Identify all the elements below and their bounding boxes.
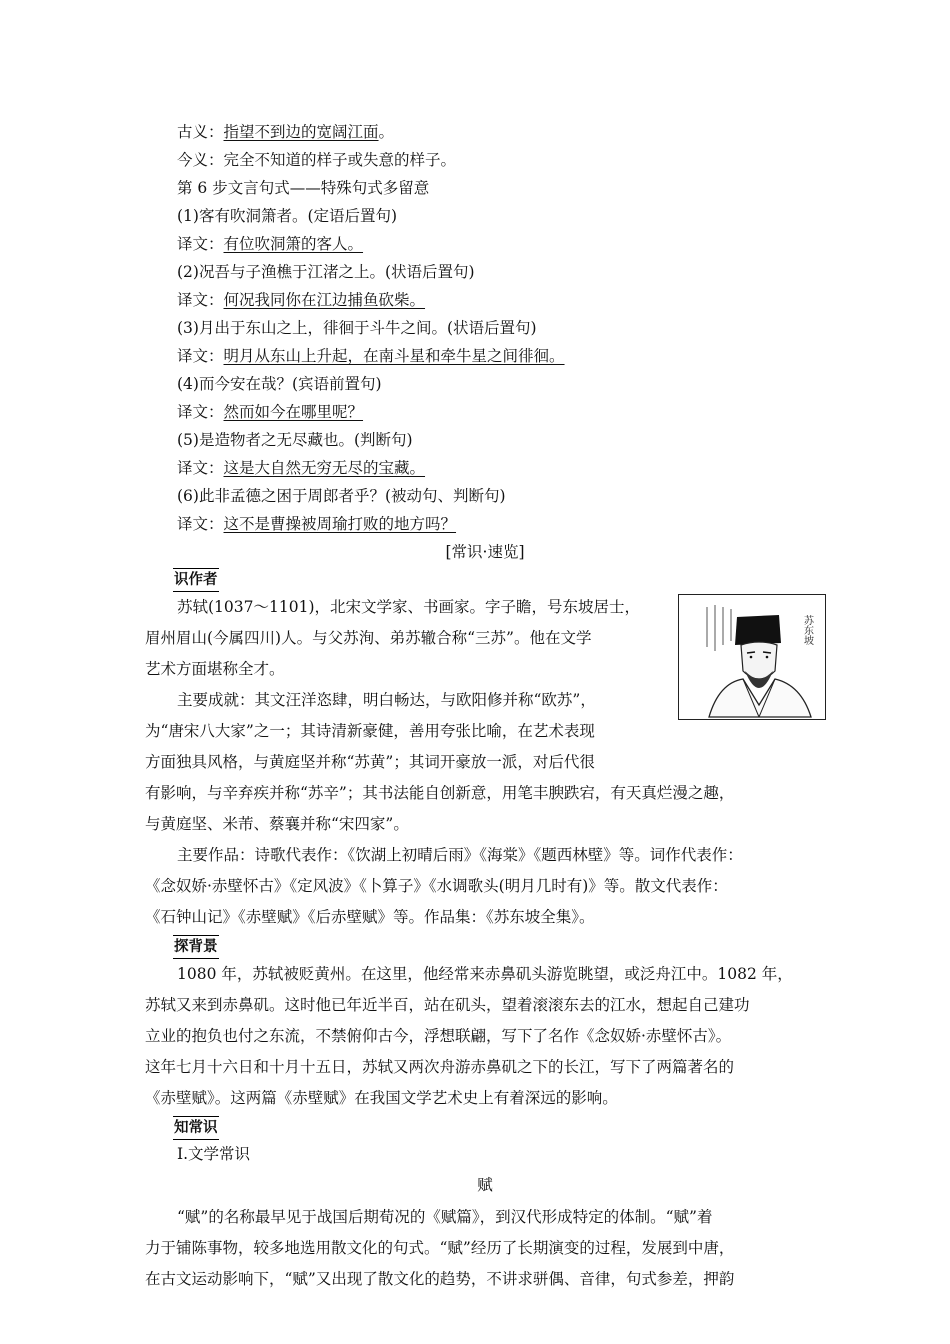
portrait-drawing — [679, 595, 824, 718]
lit-heading: Ⅰ.文学常识 — [177, 1145, 251, 1163]
author-bio-text: 苏轼(1037～1101)，北宋文学家、书画家。字子瞻，号东坡居士， 眉州眉山(今属四川)人。与父苏洵、弟苏辙合称“三苏”。他在文学 艺术方面堪称全才。 主要成就：其文汪洋恣肆，明白畅达，与欧阳修并称“欧苏”， 为“唐宋八大家”之一；其诗清新豪健，善用夸张比喻，在艺术表现 方面独具风格，与黄庭坚并称“苏黄”；其词开豪放一派，对后代很 — [145, 598, 640, 771]
translation-3: 译文：明月从东山上升起，在南斗星和牵牛星之间徘徊。 — [177, 347, 565, 365]
author-tag-row — [145, 566, 825, 592]
knowledge-tag: 知常识 — [173, 1116, 219, 1140]
translation-2: 译文：何况我同你在江边捕鱼砍柴。 — [177, 291, 426, 309]
major-works: 主要作品：诗歌代表作：《饮湖上初晴后雨》《海棠》《题西林壁》等。词作代表作： 《念奴娇·赤壁怀古》《定风波》《卜算子》《水调歌头(明月几时有)》等。散文代表作： 《石钟山记》《赤壁赋》《后赤壁赋》等。作品集：《苏东坡全集》。 — [145, 846, 743, 926]
translation-4: 译文：然而如今在哪里呢？ — [177, 403, 364, 421]
sentence-3: (3)月出于东山之上，徘徊于斗牛之间。(状语后置句) — [177, 319, 537, 337]
author-bio-continued: 有影响，与辛弃疾并称“苏辛”；其书法能自创新意，用笔丰腴跌宕，有天真烂漫之趣， 与黄庭坚、米芾、蔡襄并称“宋四家”。 — [145, 784, 735, 833]
section-header: [常识·速览] — [445, 543, 525, 561]
hat-shape — [735, 615, 781, 645]
background-tag-row — [145, 933, 825, 959]
author-bio — [145, 592, 825, 778]
section6-title: 第 6 步文言句式——特殊句式多留意 — [177, 179, 430, 197]
gu-yi-line: 古义：指望不到边的宽阔江面。 — [177, 123, 395, 141]
sentence-1: (1)客有吹洞箫者。(定语后置句) — [177, 207, 398, 225]
translation-1: 译文：有位吹洞箫的客人。 — [177, 235, 364, 253]
background-text: 1080 年，苏轼被贬黄州。在这里，他经常来赤鼻矶头游览眺望，或泛舟江中。1082 年， 苏轼又来到赤鼻矶。这时他已年近半百，站在矶头，望着滚滚东去的江水，想起自己建功 立业的抱负也付之东流，不禁俯仰古今，浮想联翩，写下了名作《念奴娇·赤壁怀古》。 这年七月十六日和十月十五日，苏轼又两次舟游赤鼻矶之下的长江，写下了两篇著名的 《赤壁赋》。这两篇《赤壁赋》在我国文学艺术史上有着深远的影响。 — [145, 965, 793, 1107]
sentence-2: (2)况吾与子渔樵于江渚之上。(状语后置句) — [177, 263, 475, 281]
jin-yi-line: 今义：完全不知道的样子或失意的样子。 — [177, 151, 457, 169]
sentence-6: (6)此非孟德之困于周郎者乎？(被动句、判断句) — [177, 487, 506, 505]
knowledge-tag-row — [145, 1114, 825, 1140]
translation-6: 译文：这不是曹操被周瑜打败的地方吗？ — [177, 515, 457, 533]
su-shi-portrait — [678, 594, 826, 720]
translation-5: 译文：这是大自然无穷无尽的宝藏。 — [177, 459, 426, 477]
fu-text: “赋”的名称最早见于战国后期荀况的《赋篇》，到汉代形成特定的体制。“赋”着 力于铺陈事物，较多地选用散文化的句式。“赋”经历了长期演变的过程，发展到中唐， 在古文运动影响下，“赋”又出现了散文化的趋势，不讲求骈偶、音律，句式参差，押韵 — [145, 1208, 735, 1288]
portrait-caption: 苏东坡 — [801, 615, 813, 645]
background-tag: 探背景 — [173, 935, 219, 959]
eye-right — [766, 656, 769, 659]
author-tag: 识作者 — [173, 568, 219, 592]
sentence-4: (4)而今安在哉？(宾语前置句) — [177, 375, 382, 393]
fu-title: 赋 — [477, 1176, 493, 1194]
document-page — [145, 118, 825, 1295]
eye-left — [750, 656, 753, 659]
calligraphy-marks — [707, 605, 731, 651]
sentence-5: (5)是造物者之无尽藏也。(判断句) — [177, 431, 413, 449]
